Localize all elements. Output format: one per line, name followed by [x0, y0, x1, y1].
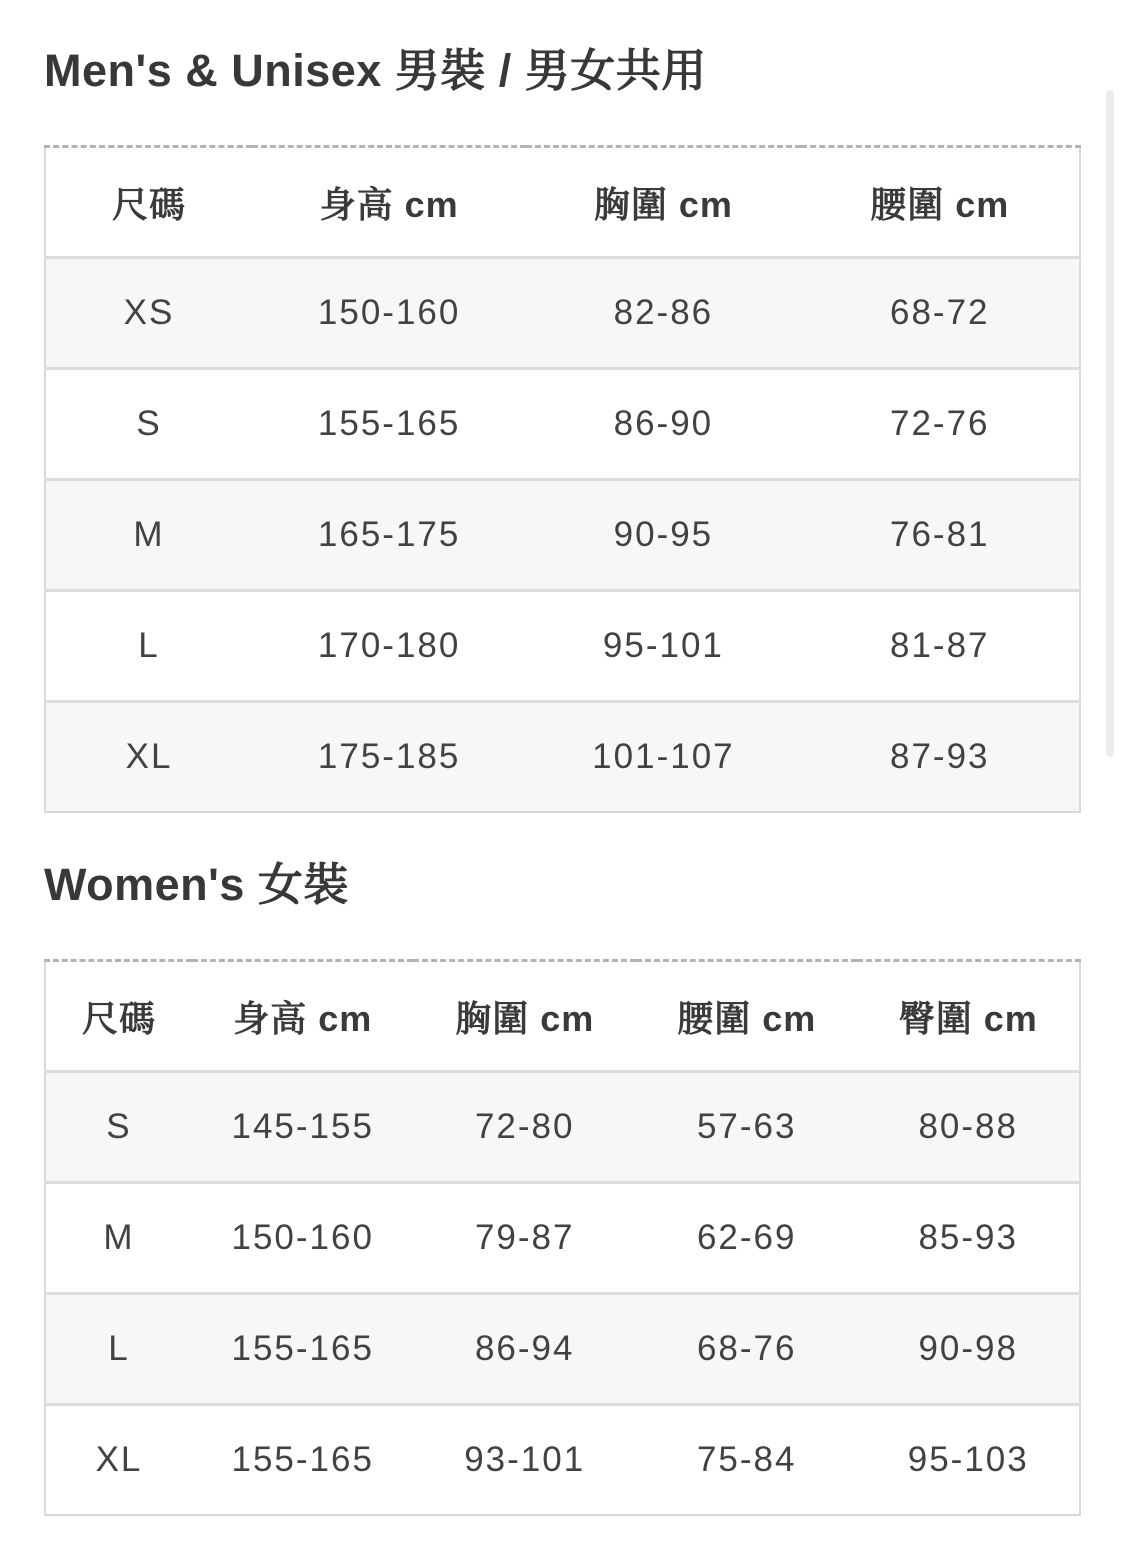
size-cell: XL — [95, 1440, 143, 1479]
waist-cell: 81-87 — [890, 626, 990, 665]
height-cell: 155-165 — [192, 1294, 413, 1405]
table-row-s — [45, 369, 1080, 480]
mens-section-title: Men's & Unisex 男裝 / 男女共用 — [44, 45, 707, 96]
chest-cell: 79-87 — [474, 1218, 575, 1257]
size-cell: L — [138, 626, 160, 665]
chest-cell: 101-107 — [526, 702, 800, 813]
waist-cell: 57-63 — [636, 1072, 857, 1183]
size-cell: M — [45, 480, 252, 591]
table-row-s — [45, 1072, 1080, 1183]
waist-cell: 87-93 — [801, 702, 1080, 813]
chest-cell: 82-86 — [526, 258, 800, 369]
womens-header-row — [45, 961, 1080, 1072]
chest-cell: 90-95 — [526, 480, 800, 591]
waist-cell: 76-81 — [801, 480, 1080, 591]
chest-cell: 86-90 — [613, 404, 714, 443]
size-cell: S — [136, 404, 162, 443]
womens-size-table — [44, 959, 1081, 1516]
column-header-height: 身高 cm — [233, 997, 373, 1039]
hip-cell: 90-98 — [857, 1294, 1080, 1405]
size-cell: XL — [45, 702, 252, 813]
column-header-chest: 胸圍 cm — [593, 183, 733, 225]
table-row-m — [45, 480, 1080, 591]
column-header-size: 尺碼 — [111, 183, 186, 225]
hip-cell: 80-88 — [857, 1072, 1080, 1183]
waist-cell: 62-69 — [696, 1218, 797, 1257]
height-cell: 165-175 — [252, 480, 526, 591]
column-header-waist: 腰圍 cm — [870, 183, 1010, 225]
mens-header-row — [45, 147, 1080, 258]
waist-cell: 68-76 — [636, 1294, 857, 1405]
height-cell: 155-165 — [317, 404, 461, 443]
hip-cell: 95-103 — [907, 1440, 1029, 1479]
chest-cell: 93-101 — [464, 1440, 586, 1479]
column-header-height: 身高 cm — [319, 183, 459, 225]
table-row-m — [45, 1183, 1080, 1294]
table-row-l — [45, 1294, 1080, 1405]
table-row-xl — [45, 1405, 1080, 1516]
height-cell: 155-165 — [231, 1440, 374, 1479]
table-row-xl — [45, 702, 1080, 813]
column-header-size: 尺碼 — [81, 997, 156, 1039]
chest-cell: 72-80 — [413, 1072, 636, 1183]
size-cell: S — [45, 1072, 192, 1183]
chest-cell: 86-94 — [413, 1294, 636, 1405]
womens-section-title: Women's 女裝 — [44, 859, 349, 910]
table-row-l — [45, 591, 1080, 702]
size-cell: M — [103, 1218, 135, 1257]
column-header-hip: 臀圍 cm — [898, 997, 1038, 1039]
scrollbar-thumb[interactable] — [1106, 90, 1114, 757]
chest-cell: 95-101 — [602, 626, 724, 665]
column-header-waist: 腰圍 cm — [677, 997, 817, 1039]
mens-size-table — [44, 145, 1081, 813]
mens-section — [44, 44, 1081, 813]
height-cell: 145-155 — [192, 1072, 413, 1183]
size-cell: L — [45, 1294, 192, 1405]
height-cell: 150-160 — [231, 1218, 374, 1257]
column-header-chest: 胸圍 cm — [455, 997, 595, 1039]
height-cell: 170-180 — [317, 626, 461, 665]
height-cell: 175-185 — [252, 702, 526, 813]
waist-cell: 72-76 — [890, 404, 990, 443]
height-cell: 150-160 — [252, 258, 526, 369]
womens-section — [44, 858, 1081, 1516]
table-row-xs — [45, 258, 1080, 369]
size-cell: XS — [45, 258, 252, 369]
waist-cell: 68-72 — [801, 258, 1080, 369]
waist-cell: 75-84 — [696, 1440, 797, 1479]
hip-cell: 85-93 — [918, 1218, 1018, 1257]
